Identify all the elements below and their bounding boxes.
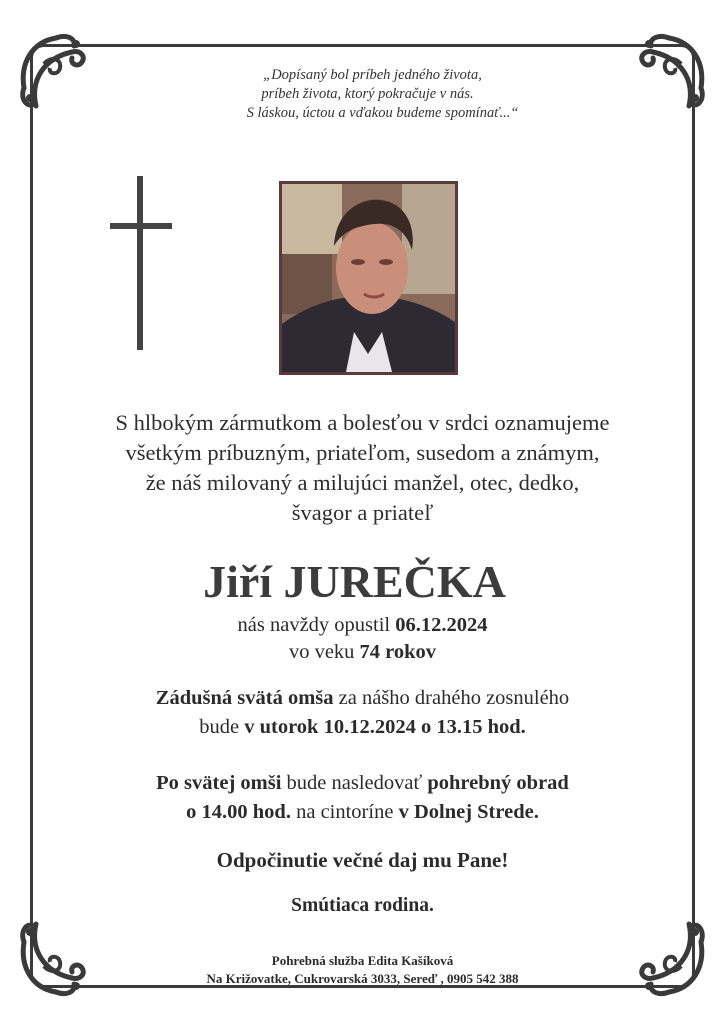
announcement-line: že náš milovaný a milujúci manžel, otec, dedko, [145,470,580,495]
company-name: Pohrebná služba Edita Kašíková [271,953,454,968]
memorial-quote [0,66,725,123]
family-signature: Smútiaca rodina. [291,895,434,916]
departed-date: 06.12.2024 [395,614,488,636]
announcement-line: všetkým príbuzným, priateľom, susedom a známym, [125,440,600,465]
quote-line: S láskou, úctou a vďakou budeme spomínať...“ [246,105,519,121]
prayer-line: Odpočinutie večné daj mu Pane! [216,848,509,872]
death-details [0,612,725,666]
burial-info [0,769,725,827]
quote-line: príbeh života, ktorý pokračuje v nás. [261,86,474,102]
cross-icon [110,176,172,350]
portrait-photo [279,181,458,375]
company-address: Na Križovatke, Cukrovarská 3033, Sereď , 0905 542 388 [206,971,519,986]
funeral-service-footer [0,952,725,988]
burial-place-prefix: na cintoríne [290,801,399,823]
departed-line [0,612,725,639]
deceased-name [0,556,725,608]
deceased-name-text: Jiří JUREČKA [203,556,506,607]
age-line [0,639,725,666]
announcement [0,408,725,528]
departed-prefix: nás navždy opustil [237,614,396,636]
announcement-line: S hlbokým zármutkom a bolesťou v srdci oznamujeme [115,410,610,435]
burial-place-line [0,798,725,827]
announcement-line: švagor a priateľ [291,500,434,525]
burial-ceremony: pohrebný obrad [427,772,569,794]
mass-when-prefix: bude [199,716,245,738]
burial-line [0,769,725,798]
mass-title: Zádušná svätá omša [155,687,334,709]
age-value: 74 rokov [359,641,437,663]
burial-place: v Dolnej Strede. [398,801,539,823]
mass-when: v utorok 10.12.2024 o 13.15 hod. [244,716,526,738]
mass-time-line [0,713,725,742]
mass-info [0,684,725,742]
quote-line: „Dopísaný bol príbeh jedného života, [263,67,482,83]
mass-title-suffix: za nášho drahého zosnulého [333,687,570,709]
age-prefix: vo veku [288,641,360,663]
mass-line [0,684,725,713]
burial-intro: Po svätej omši [156,772,282,794]
burial-intro-suffix: bude nasledovať [281,772,428,794]
burial-time: o 14.00 hod. [186,801,291,823]
